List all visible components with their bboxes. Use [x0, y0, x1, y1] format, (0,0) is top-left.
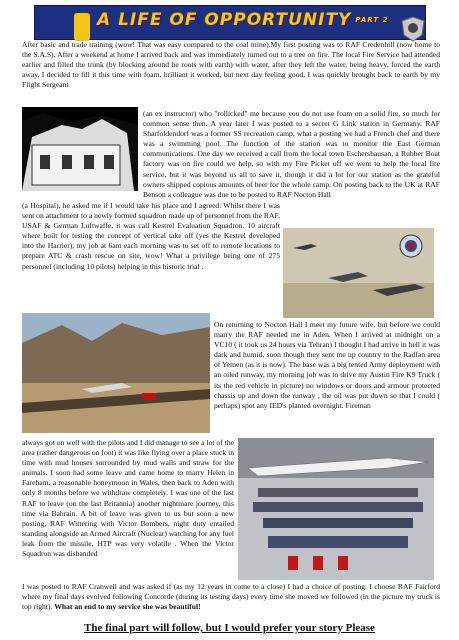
paragraph-3: (a Hospital), he asked me if I would take his place and I agreed. Whilst there I was sent on attachment to a newly formed squadron made up of personnel from the RAF, USAF & German Luftwaffe, it was call Kestrel Evaluation Squadron. 10 aircraft where built for testing the concept of vertical take off (yes the Kestrel developed into the Harrier), my job at 6am each morning was to set off to remote locations to prepare ATC & crash rescue on site, wow! What a privilege being one of 275 personnel (including 10 pilots) helping in this historic trial .: [22, 201, 280, 271]
raf-crest-icon: [398, 15, 428, 42]
fire-photo: [22, 107, 138, 191]
page-title: A LIFE OF OPPORTUNITY: [97, 10, 352, 30]
title-banner: [34, 5, 426, 40]
closing-line: What an end to my service she was beautiful!: [54, 602, 201, 612]
part-label: PART 2: [355, 16, 389, 24]
paragraph-2: (an ex instructor) who "rollicked" me because you do not use foam on a solid fire, so much for common sense then. A year later I was posted to a secret G Link station in Germany. RAF Sharfoldendorf was a former SS recreation camp, what a posting we had a French chef and there was a swimming pool. The function of the station was to monitor the East German communications. One day we received a call from the local town Eschershausan, a Rubber Boat factory was on fire could we help, so with my Fire Picket off we went to help the local fire service, but it was beyond us all to save it, though it did a lot for our station as the grateful owners shipped copious amounts of beer for the whole camp. On posting back to the UK at RAF Benson a colleague was due to be posted to RAF Nocton Hall: [143, 109, 440, 199]
paragraph-6: I was posted to RAF Cranwell and was asked if (as my 12 years in come to a close) I had a choice of posting. I choose RAF Fairford where my final days evolved following Concorde (during its testing days) every time she moved we followed (in the picture my truck is top right).: [22, 582, 440, 612]
aden-photo: [22, 313, 210, 433]
paragraph-1: After basic and trade training (wow! That was easy compared to the coal mine).My first posting was to RAF Credenhill (now home to the S.A.S), After a weekend at home I arrived back and was immediately turned out to a tree on fire. The local Fire Service had attended earlier and filled the trunk (by blocking around he roots with earth) with water, after they left the water, being heavy, forced the earth away, I decided to fill it this time with foam, brilliant it worked, but next day feeling good, I was quickly brought back to earth by my Flight Sergeant: [22, 40, 440, 90]
paragraph-4: On returning to Nocton Hall I meet my future wife, but before we could marry the RAF needed me in Aden. When I arrived at midnight on a VC10 ( it took us 24 hours via Tehran) I thought I had arrive in hell it was dark and humid, soon though they sent me up country to the Radfan area of Yemen (as it is now). The base was a big tented Army deployment with an oiled runway, my morning job was to drive my Austin Fire K9 Truck ( its the red vehicle in picture) no windows or doors and armour protected chassis up and down the runway , the oil was put down so that I could ( perhaps) spot any IED's planted overnight. Fireman: [214, 320, 440, 410]
badge-icon: [74, 13, 90, 41]
kestrel-photo: [283, 228, 434, 318]
footer-note: The final part will follow, but I would prefer your story Please: [84, 622, 375, 634]
paragraph-5: always got on well with the pilots and I did manage to see a lot of the area (rather dangerous on foot) it was like flying over a place stuck in time with mud houses surrounded by mud walls and straw for the animals. I soon had some leave and came home to marry Helen in Fareham, a reasonable honeymoon in Wales, then back to Aden with only 8 months before we withdraw completely. I was one of the last RAF to leave (on the last Britannia) another nightmare journey, this time via Bahrain. A bit of leave was given to us but soon a new posting, RAF Wittering with Victor Bombers, night duty entailed standing alongside an Armed Aircraft (Nuclear) watching for any fuel leak from the missile, HTP was very volatile . When the Victor Squadron was disbanded: [22, 438, 234, 559]
concorde-squadron-photo: [238, 438, 434, 580]
